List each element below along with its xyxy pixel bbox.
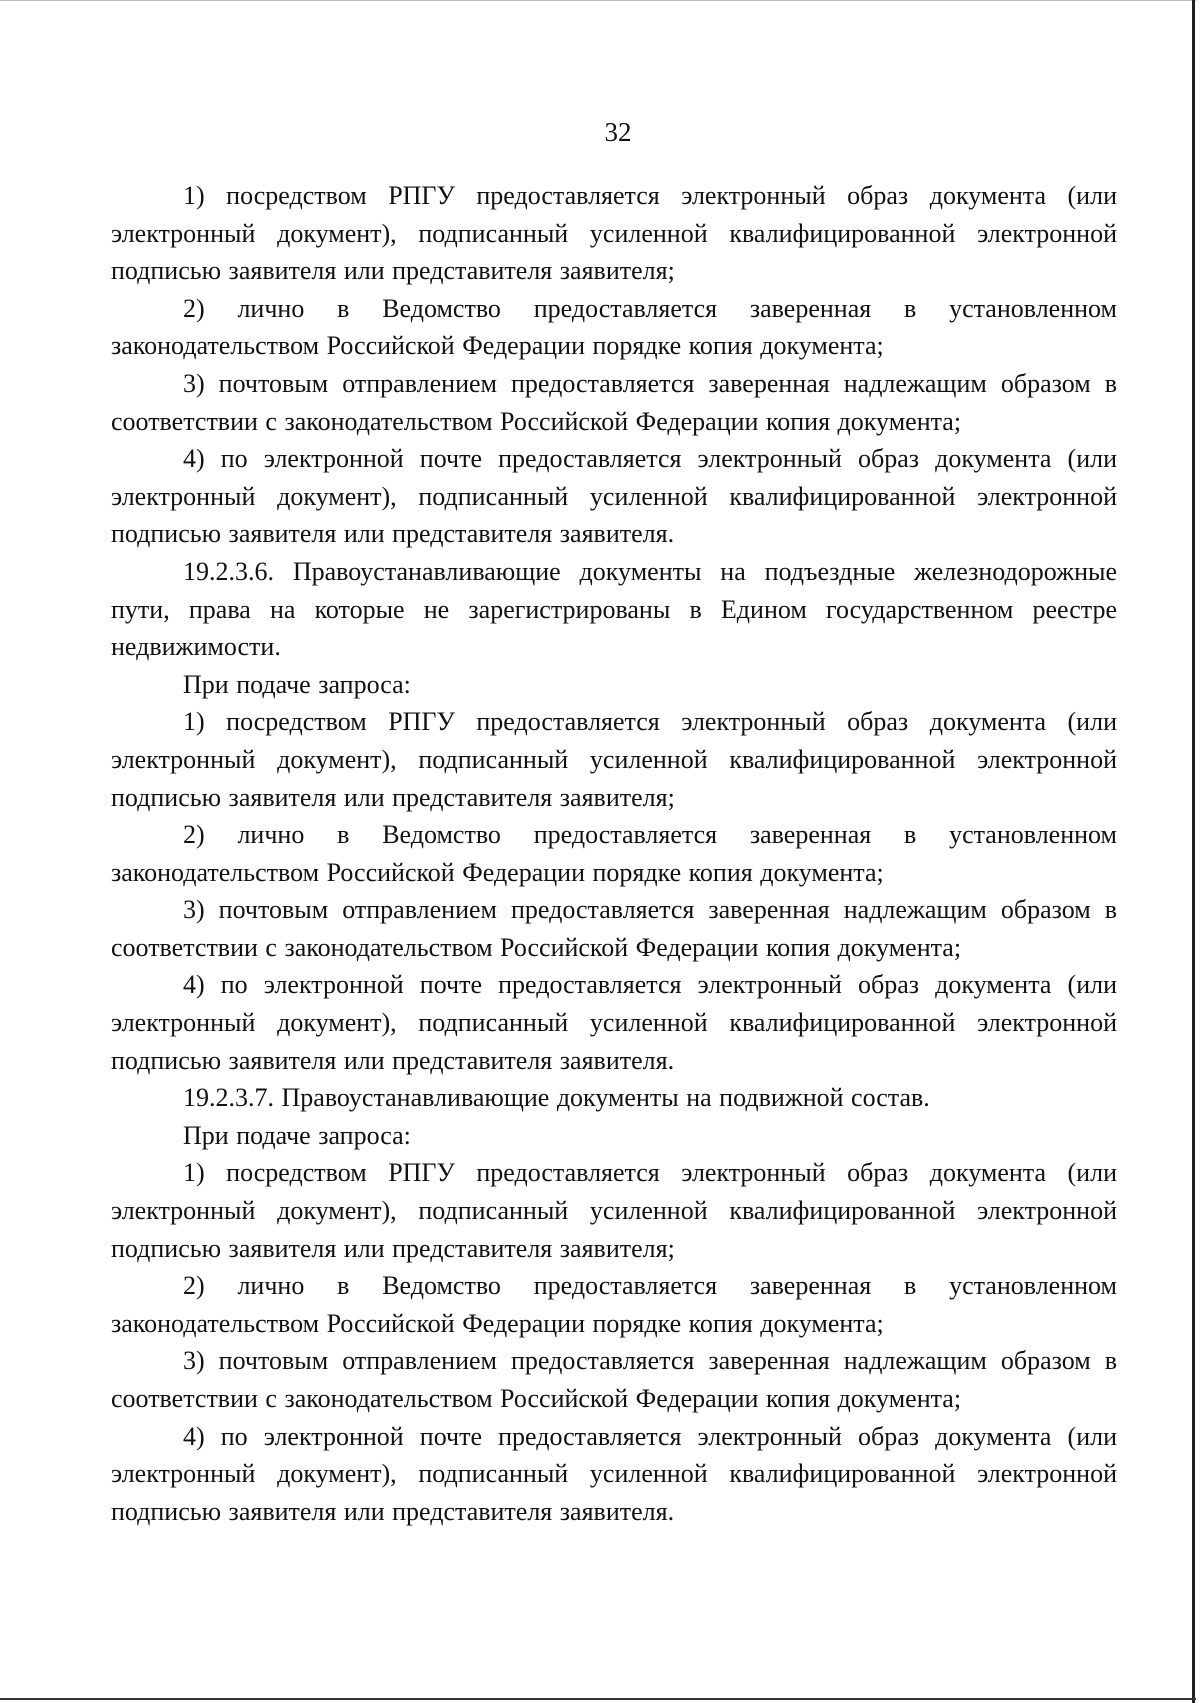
document-body [111,177,1117,1530]
paragraph-3: 3) почтовым отправлением предоставляется заверенная надлежащим образом в соответствии с законодательством Российской Федерации копия документа; [111,368,1117,436]
paragraph-7: 1) посредством РПГУ предоставляется электронный образ документа (или электронный документ), подписанный усиленной квалифицированной электронной подписью заявителя или представителя заявителя; [111,707,1117,812]
section-heading-19-2-3-7: 19.2.3.7. Правоустанавливающие документы на подвижной состав. [183,1083,930,1113]
paragraph-1: 1) посредством РПГУ предоставляется электронный образ документа (или электронный документ), подписанный усиленной квалифицированной электронной подписью заявителя или представителя заявителя; [111,181,1117,286]
paragraph-8: 2) лично в Ведомство предоставляется заверенная в установленном законодательством Российской Федерации порядке копия документа; [111,820,1117,887]
paragraph-4: 4) по электронной почте предоставляется электронный образ документа (или электронный документ), подписанный усиленной квалифицированной электронной подписью заявителя или представителя заявителя. [111,444,1117,549]
paragraph-13: 1) посредством РПГУ предоставляется электронный образ документа (или электронный документ), подписанный усиленной квалифицированной электронной подписью заявителя или представителя заявителя; [111,1158,1117,1263]
scan-edge-right [1192,0,1195,1703]
paragraph-16: 4) по электронной почте предоставляется электронный образ документа (или электронный документ), подписанный усиленной квалифицированной электронной подписью заявителя или представителя заявителя. [111,1421,1117,1526]
page-number: 32 [604,117,632,147]
paragraph-2: 2) лично в Ведомство предоставляется заверенная в установленном законодательством Российской Федерации порядке копия документа; [111,293,1117,361]
paragraph-9: 3) почтовым отправлением предоставляется заверенная надлежащим образом в соответствии с законодательством Российской Федерации копия документа; [111,895,1117,962]
section-heading-19-2-3-6: 19.2.3.6. Правоустанавливающие документы на подъездные железнодорожные пути, права на которые не зарегистрированы в Едином государственном реестре недвижимости. [111,556,1117,662]
scan-edge-top [0,0,1196,1]
paragraph-15: 3) почтовым отправлением предоставляется заверенная надлежащим образом в соответствии с законодательством Российской Федерации копия документа; [111,1346,1117,1413]
scan-edge-bottom [0,1698,1196,1700]
request-intro: При подаче запроса: [183,1120,411,1150]
paragraph-10: 4) по электронной почте предоставляется электронный образ документа (или электронный документ), подписанный усиленной квалифицированной электронной подписью заявителя или представителя заявителя. [111,970,1117,1075]
request-intro: При подаче запроса: [183,669,411,699]
paragraph-14: 2) лично в Ведомство предоставляется заверенная в установленном законодательством Российской Федерации порядке копия документа; [111,1271,1117,1338]
